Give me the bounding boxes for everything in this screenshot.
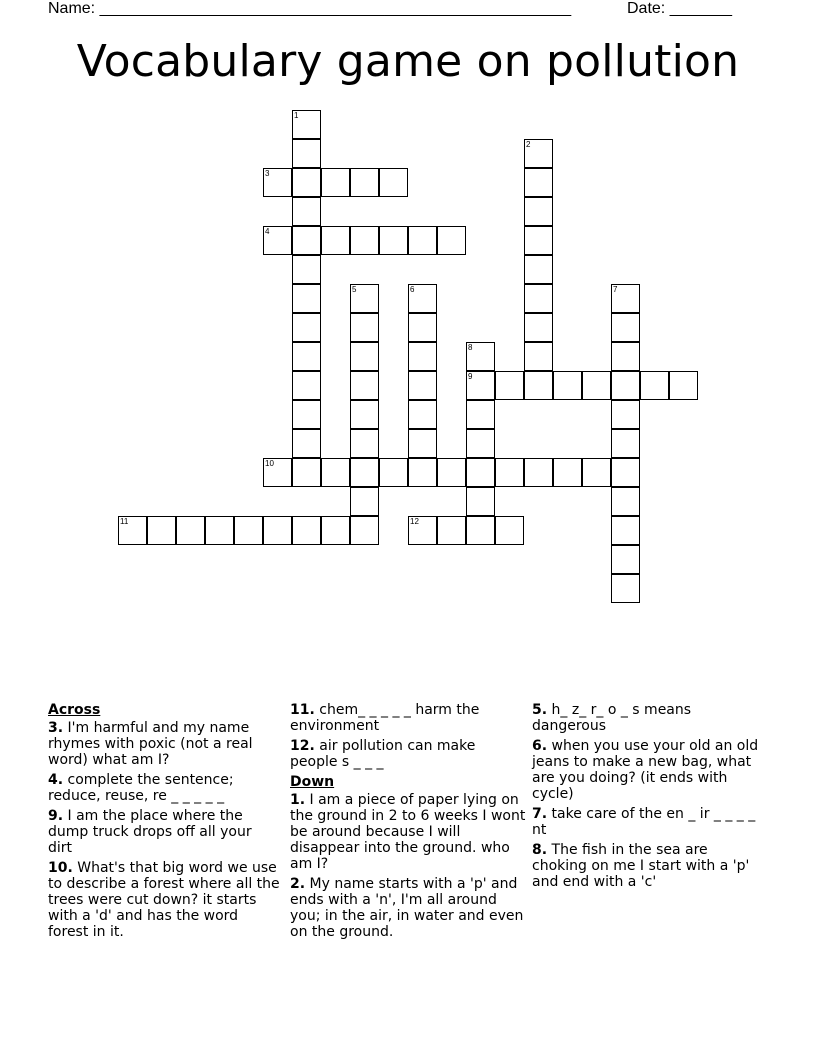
grid-cell[interactable] [292,371,321,400]
grid-cell[interactable] [495,516,524,545]
grid-cell[interactable] [408,458,437,487]
grid-cell[interactable] [524,284,553,313]
clue-number: 8 [468,343,473,352]
grid-cell[interactable] [553,458,582,487]
grid-cell[interactable] [350,429,379,458]
grid-cell[interactable] [466,342,495,371]
grid-cell[interactable] [611,545,640,574]
grid-cell[interactable] [350,313,379,342]
grid-cell[interactable] [379,458,408,487]
grid-cell[interactable] [350,371,379,400]
grid-cell[interactable] [350,226,379,255]
grid-cell[interactable] [611,487,640,516]
across-heading: Across [48,702,101,718]
grid-cell[interactable] [321,516,350,545]
clue-across-10: 10. What's that big word we use to describe a forest where all the trees were cut down? it starts with a 'd' and has the word forest in it. [48,860,280,940]
grid-cell[interactable] [466,487,495,516]
grid-cell[interactable] [524,226,553,255]
grid-cell[interactable] [611,516,640,545]
grid-cell[interactable] [350,400,379,429]
grid-cell[interactable] [437,458,466,487]
grid-cell[interactable] [408,429,437,458]
grid-cell[interactable] [263,168,292,197]
grid-cell[interactable] [640,371,669,400]
grid-cell[interactable] [466,458,495,487]
grid-cell[interactable] [611,284,640,313]
grid-cell[interactable] [524,168,553,197]
grid-cell[interactable] [524,458,553,487]
grid-cell[interactable] [611,458,640,487]
grid-cell[interactable] [524,371,553,400]
grid-cell[interactable] [350,487,379,516]
grid-cell[interactable] [263,516,292,545]
clue-down-1: 1. I am a piece of paper lying on the ground in 2 to 6 weeks I wont be around because I will disappear into the ground. who am I? [290,792,526,872]
grid-cell[interactable] [292,110,321,139]
grid-cell[interactable] [408,284,437,313]
grid-cell[interactable] [292,516,321,545]
grid-cell[interactable] [611,400,640,429]
grid-cell[interactable] [611,574,640,603]
clue-number: 2 [526,140,531,149]
date-field[interactable]: Date: _______ [627,0,732,17]
clue-across-3: 3. I'm harmful and my name rhymes with poxic (not a real word) what am I? [48,720,253,768]
grid-cell[interactable] [292,226,321,255]
grid-cell[interactable] [408,516,437,545]
grid-cell[interactable] [292,284,321,313]
grid-cell[interactable] [408,342,437,371]
clue-number: 5 [352,285,357,294]
grid-cell[interactable] [292,458,321,487]
clue-number: 7 [613,285,618,294]
grid-cell[interactable] [118,516,147,545]
grid-cell[interactable] [176,516,205,545]
grid-cell[interactable] [292,313,321,342]
grid-cell[interactable] [263,226,292,255]
grid-cell[interactable] [350,516,379,545]
grid-cell[interactable] [408,400,437,429]
grid-cell[interactable] [408,226,437,255]
grid-cell[interactable] [292,429,321,458]
clue-number: 4 [265,227,270,236]
clue-down-8: 8. The fish in the sea are choking on me I start with a 'p' and end with a 'c' [532,842,750,890]
grid-cell[interactable] [611,429,640,458]
grid-cell[interactable] [524,139,553,168]
grid-cell[interactable] [611,313,640,342]
grid-cell[interactable] [408,371,437,400]
grid-cell[interactable] [466,400,495,429]
clue-across-12: 12. air pollution can make people s _ _ _ [290,738,476,770]
grid-cell[interactable] [611,342,640,371]
grid-cell[interactable] [321,168,350,197]
grid-cell[interactable] [205,516,234,545]
grid-cell[interactable] [292,255,321,284]
grid-cell[interactable] [350,458,379,487]
grid-cell[interactable] [495,458,524,487]
grid-cell[interactable] [611,371,640,400]
clues-column-1 [48,702,280,944]
grid-cell[interactable] [524,255,553,284]
grid-cell[interactable] [292,400,321,429]
grid-cell[interactable] [524,313,553,342]
clue-across-4: 4. complete the sentence; reduce, reuse, re _ _ _ _ _ [48,772,234,804]
grid-cell[interactable] [582,458,611,487]
clues-column-2 [290,702,526,944]
page-title: Vocabulary game on pollution [76,36,740,87]
clue-across-9: 9. I am the place where the dump truck drops off all your dirt [48,808,252,856]
grid-cell[interactable] [292,197,321,226]
clue-number: 1 [294,111,299,120]
clue-number: 12 [410,517,419,526]
clue-across-11: 11. chem_ _ _ _ _ harm the environment [290,702,480,734]
grid-cell[interactable] [379,226,408,255]
grid-cell[interactable] [147,516,176,545]
grid-cell[interactable] [495,371,524,400]
grid-cell[interactable] [350,284,379,313]
grid-cell[interactable] [321,458,350,487]
down-heading: Down [290,774,335,790]
grid-cell[interactable] [292,139,321,168]
clue-down-2: 2. My name starts with a 'p' and ends with a 'n', I'm all around you; in the air, in water and even on the ground. [290,876,524,940]
grid-cell[interactable] [466,371,495,400]
clue-number: 3 [265,169,270,178]
clues-column-3 [532,702,760,894]
grid-cell[interactable] [437,226,466,255]
grid-cell[interactable] [292,342,321,371]
clue-number: 11 [120,517,129,526]
grid-cell[interactable] [669,371,698,400]
clue-down-7: 7. take care of the en _ ir _ _ _ _ nt [532,806,756,838]
clue-number: 10 [265,459,274,468]
name-field[interactable]: Name: _____________________________________________________ [48,0,572,17]
grid-cell[interactable] [524,342,553,371]
grid-cell[interactable] [437,516,466,545]
grid-cell[interactable] [321,226,350,255]
grid-cell[interactable] [263,458,292,487]
clue-number: 9 [468,372,473,381]
grid-cell[interactable] [466,429,495,458]
clue-down-6: 6. when you use your old an old jeans to make a new bag, what are you doing? (it ends with cycle) [532,738,759,802]
grid-cell[interactable] [408,313,437,342]
grid-cell[interactable] [292,168,321,197]
grid-cell[interactable] [234,516,263,545]
grid-cell[interactable] [379,168,408,197]
clue-number: 6 [410,285,415,294]
grid-cell[interactable] [524,197,553,226]
grid-cell[interactable] [582,371,611,400]
grid-cell[interactable] [350,342,379,371]
grid-cell[interactable] [553,371,582,400]
grid-cell[interactable] [466,516,495,545]
clue-down-5: 5. h_ z_ r_ o _ s means dangerous [532,702,692,734]
grid-cell[interactable] [350,168,379,197]
